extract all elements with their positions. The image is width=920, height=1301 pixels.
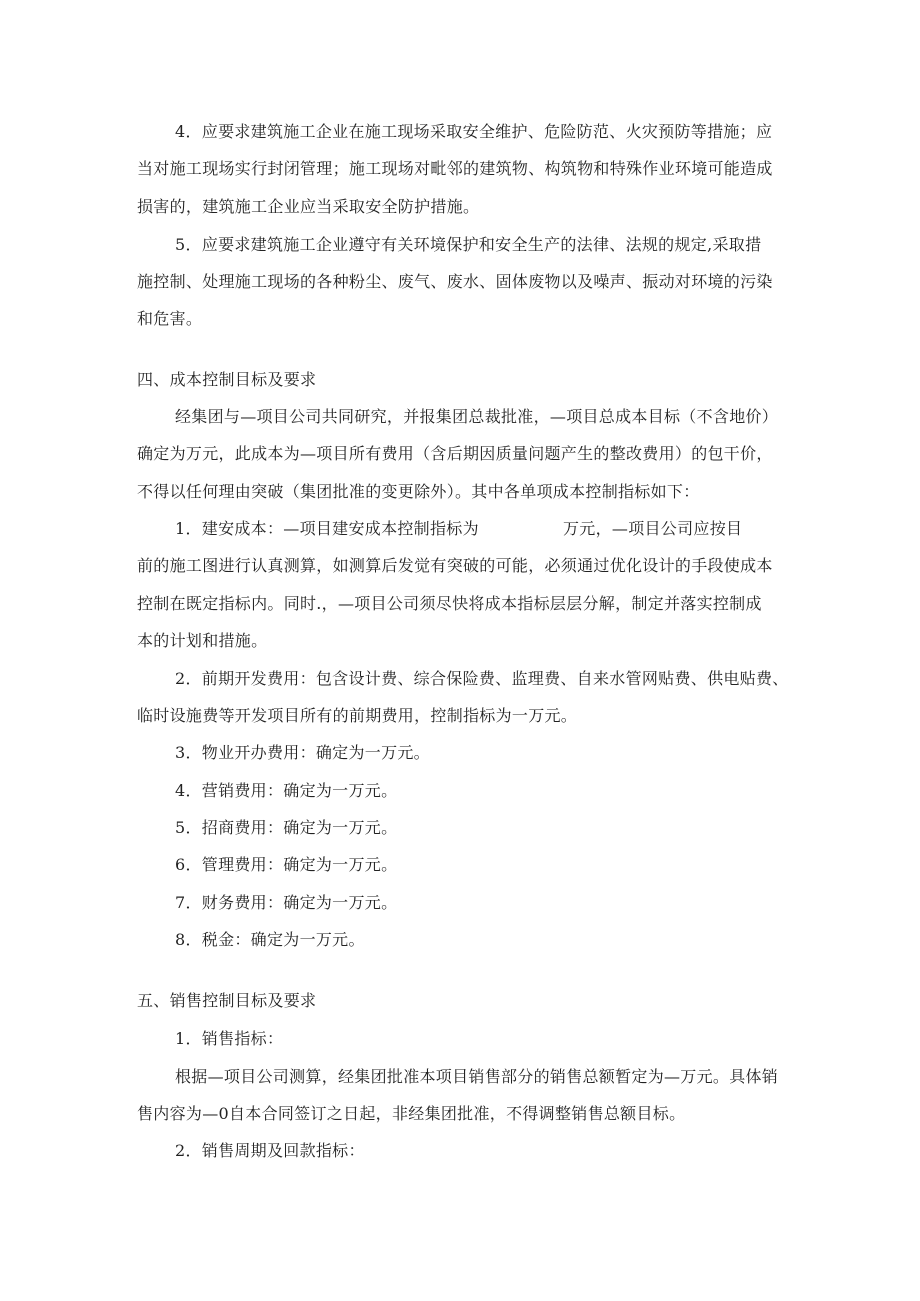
sales-para-line1: 根据—项目公司测算，经集团批准本项目销售部分的销售总额暂定为—万元。具体销 [175, 1067, 779, 1086]
s4-item4-line1: 4．应要求建筑施工企业在施工现场采取安全维护、危险防范、火灾预防等措施；应 [175, 122, 773, 141]
cost-item7: 7．财务费用：确定为一万元。 [175, 893, 398, 912]
cost-item8: 8．税金：确定为一万元。 [175, 930, 365, 949]
cost-item4: 4．营销费用：确定为一万元。 [175, 781, 398, 800]
section5-heading: 五、销售控制目标及要求 [137, 991, 317, 1010]
section4-heading: 四、成本控制目标及要求 [137, 370, 317, 389]
s4-item5-line1: 5．应要求建筑施工企业遵守有关环境保护和安全生产的法律、法规的规定,采取措 [175, 235, 762, 254]
cost-item1-line1a: 1．建安成本：—项目建安成本控制指标为 [175, 519, 479, 538]
cost-item3: 3．物业开办费用：确定为一万元。 [175, 743, 430, 762]
cost-item1-line4: 本的计划和措施。 [137, 631, 268, 650]
cost-item6: 6．管理费用：确定为一万元。 [175, 855, 398, 874]
section4-intro-line1: 经集团与—项目公司共同研究，并报集团总裁批准，—项目总成本目标（不含地价） [175, 407, 779, 426]
sales-item1: 1．销售指标： [175, 1029, 284, 1048]
sales-para-line2: 售内容为—0自本合同签订之日起，非经集团批准，不得调整销售总额目标。 [137, 1104, 686, 1123]
s4-item4-line3: 损害的，建筑施工企业应当采取安全防护措施。 [137, 197, 480, 216]
sales-item2: 2．销售周期及回款指标： [175, 1141, 365, 1160]
section4-intro-line3: 不得以任何理由突破（集团批准的变更除外）。其中各单项成本控制指标如下： [137, 482, 700, 501]
cost-item2-line1: 2．前期开发费用：包含设计费、综合保险费、监理费、自来水管网贴费、供电贴费、 [175, 669, 789, 688]
cost-item2-line2: 临时设施费等开发项目所有的前期费用，控制指标为一万元。 [137, 706, 578, 725]
section4-intro-line2: 确定为万元，此成本为—项目所有费用（含后期因质量问题产生的整改费用）的包干价， [137, 444, 773, 463]
s4-item5-line2: 施控制、处理施工现场的各种粉尘、废气、废水、固体废物以及噪声、振动对环境的污染 [137, 272, 773, 291]
s4-item5-line3: 和危害。 [137, 309, 203, 328]
cost-item1-line2: 前的施工图进行认真测算，如测算后发觉有突破的可能，必须通过优化设计的手段使成本 [137, 556, 773, 575]
s4-item4-line2: 当对施工现场实行封闭管理；施工现场对毗邻的建筑物、构筑物和特殊作业环境可能造成 [137, 159, 773, 178]
cost-item1-line1b: 万元，—项目公司应按目 [563, 519, 743, 538]
cost-item1-line3: 控制在既定指标内。同时.，—项目公司须尽快将成本指标层层分解，制定并落实控制成 [137, 594, 762, 613]
cost-item5: 5．招商费用：确定为一万元。 [175, 818, 398, 837]
